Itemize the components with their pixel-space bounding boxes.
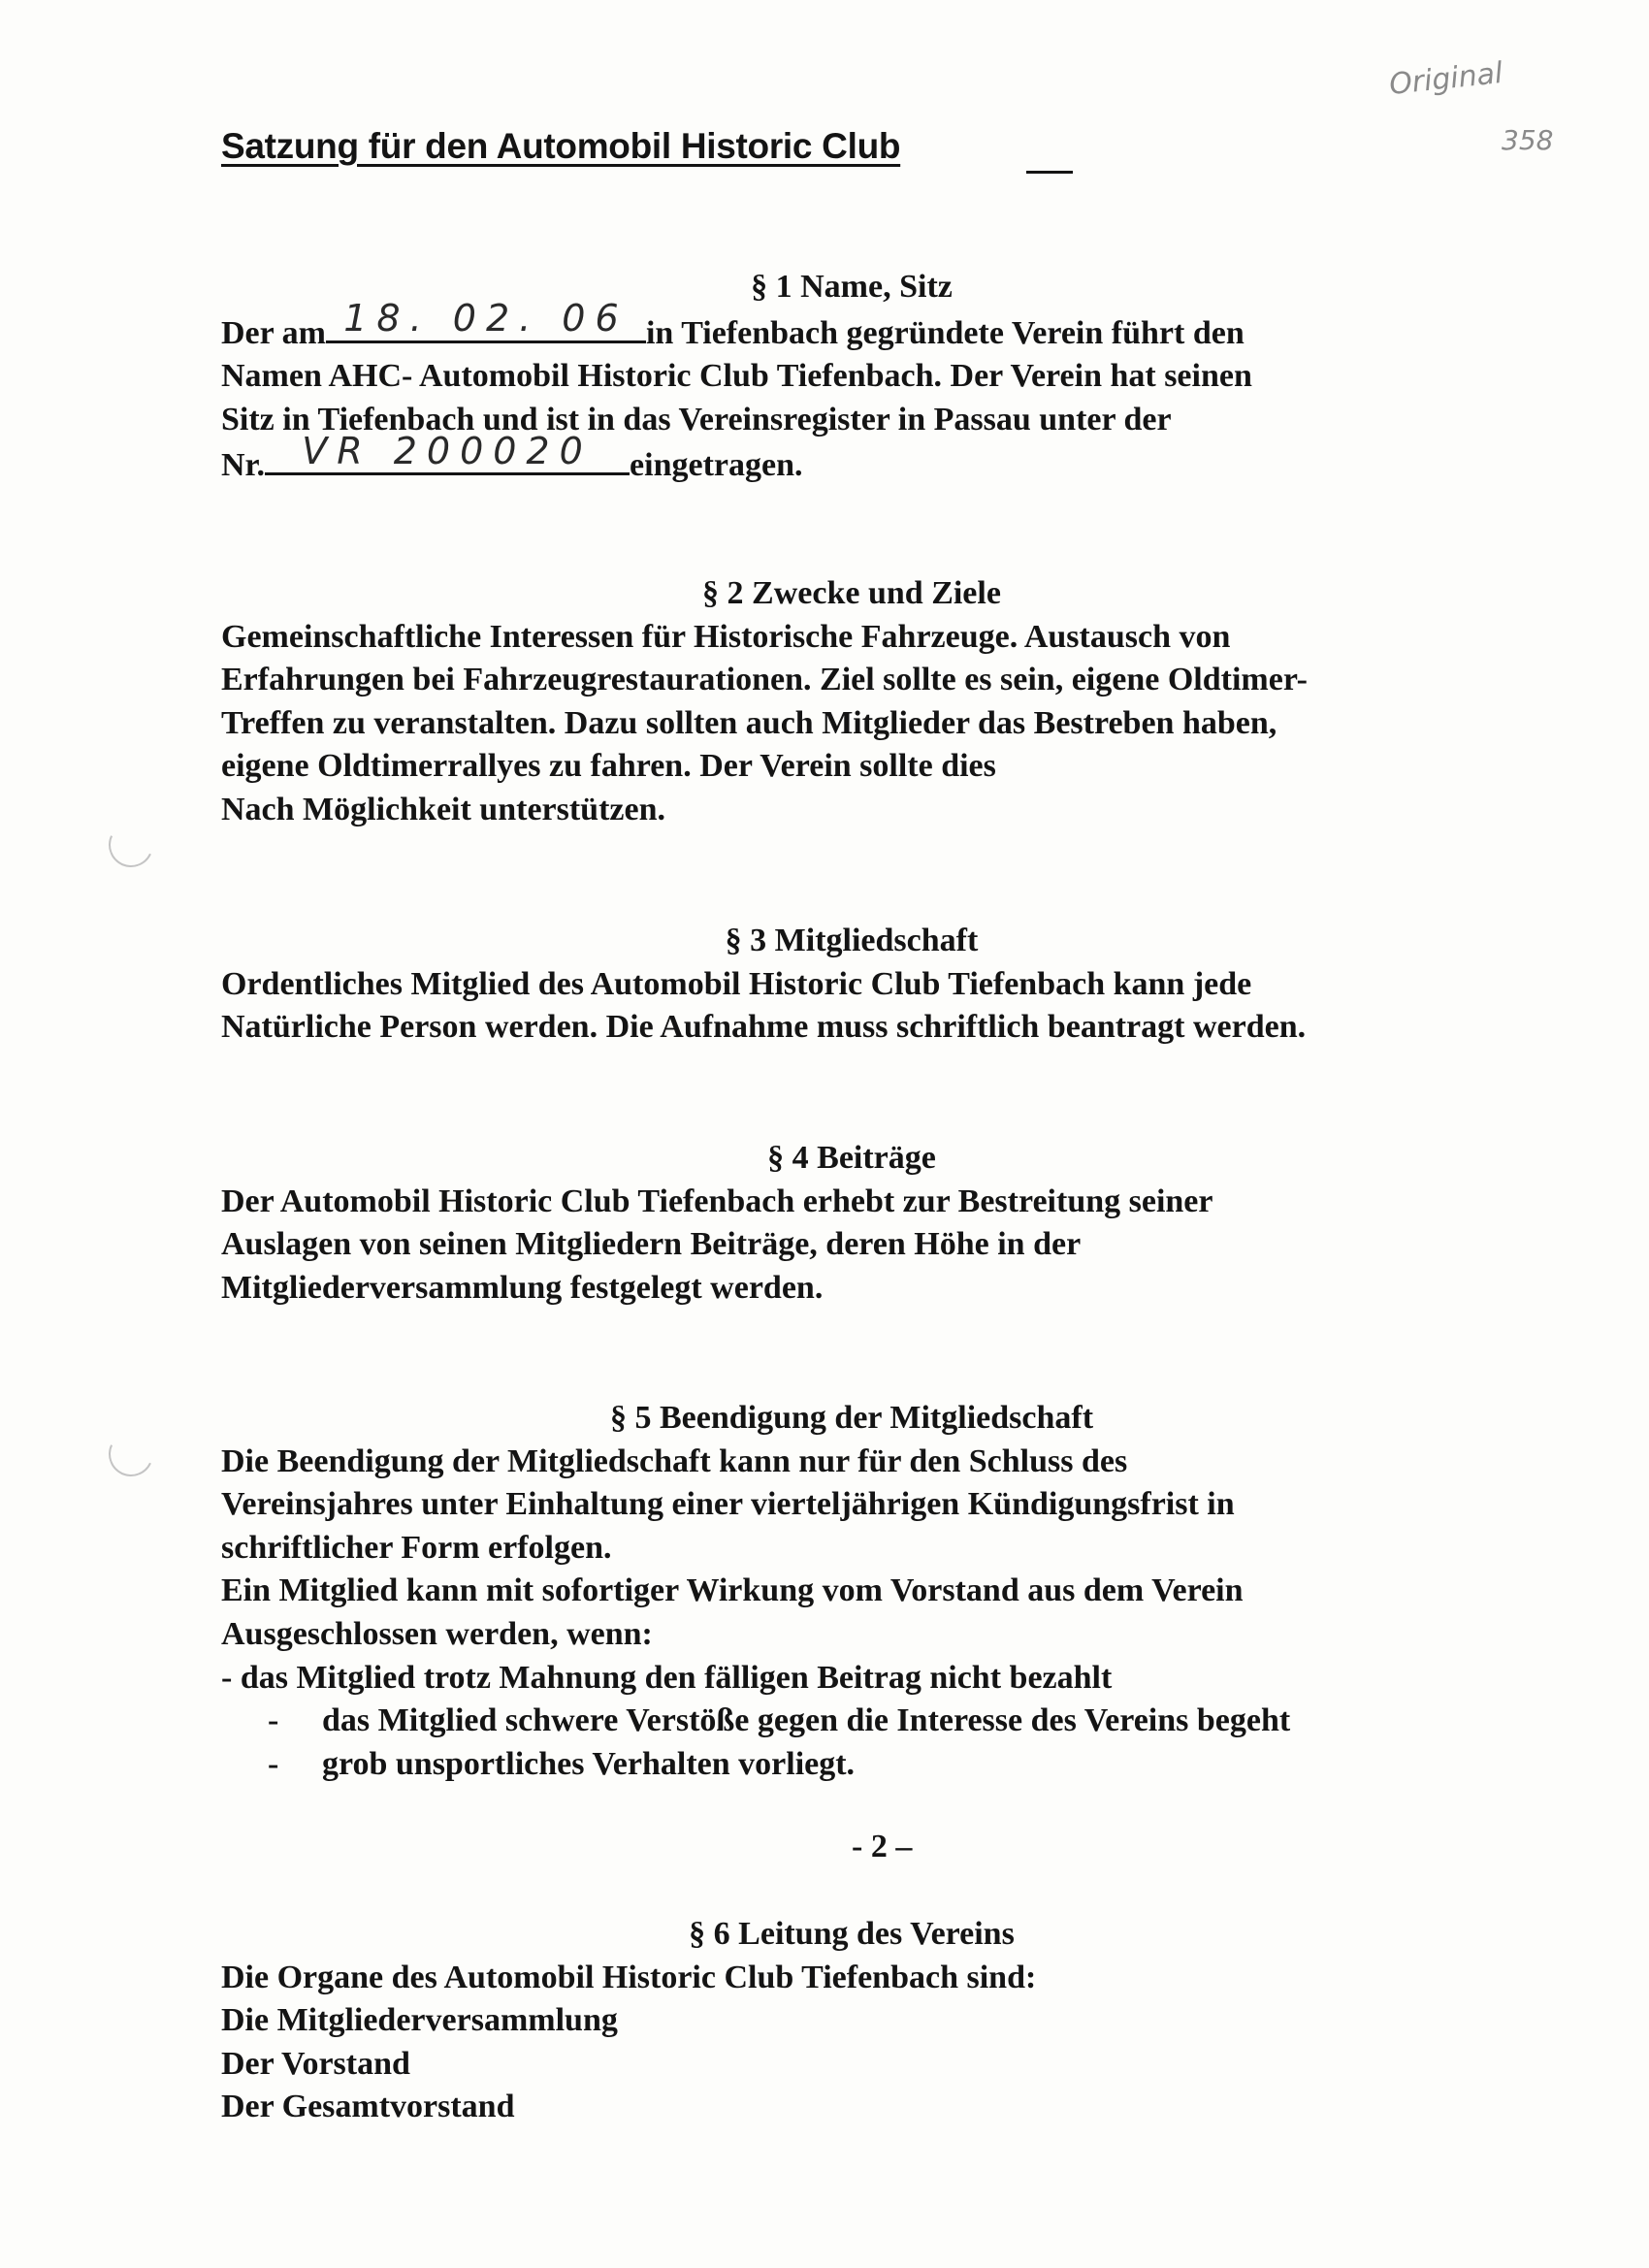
- list-item: - das Mitglied schwere Verstöße gegen die Interesse des Vereins begeht: [268, 1700, 1482, 1743]
- section-line: Der Gesamtvorstand: [221, 2089, 515, 2125]
- section-line: Die Mitgliederversammlung: [221, 2002, 618, 2039]
- section-line: Gemeinschaftliche Interessen für Historische Fahrzeuge. Austausch von: [221, 618, 1231, 655]
- section-line: - das Mitglied trotz Mahnung den fälligen Beitrag nicht bezahlt: [221, 1659, 1113, 1696]
- section-line: Nach Möglichkeit unterstützen.: [221, 791, 666, 827]
- date-fill-field: [326, 297, 646, 343]
- section-line: Die Organe des Automobil Historic Club Tiefenbach sind:: [221, 1959, 1037, 1995]
- margin-note: [1387, 56, 1504, 102]
- section-line: Der Automobil Historic Club Tiefenbach erhebt zur Bestreitung seiner: [221, 1183, 1213, 1219]
- list-item: - grob unsportliches Verhalten vorliegt.: [268, 1743, 1482, 1787]
- section-line: Erfahrungen bei Fahrzeugrestaurationen. Ziel sollte es sein, eigene Oldtimer-: [221, 662, 1308, 698]
- section-6: [221, 1913, 1482, 2129]
- section-heading: § 5 Beendigung der Mitgliedschaft: [609, 1400, 1094, 1436]
- margin-note-number: 358: [1502, 124, 1554, 156]
- section-line: Ordentliches Mitglied des Automobil Historic Club Tiefenbach kann jede: [221, 965, 1252, 1002]
- section-line: schriftlicher Form erfolgen.: [221, 1529, 612, 1566]
- section-line: Ausgeschlossen werden, wenn:: [221, 1615, 653, 1652]
- section-line: Ein Mitglied kann mit sofortiger Wirkung vom Vorstand aus dem Verein: [221, 1572, 1244, 1609]
- section-4: [221, 1137, 1482, 1310]
- punch-hole-mark: [103, 817, 160, 874]
- margin-note-line-1: Original: [1387, 55, 1504, 103]
- section-line: Namen AHC- Automobil Historic Club Tiefenbach. Der Verein hat seinen: [221, 358, 1252, 395]
- section-line: Mitgliederversammlung festgelegt werden.: [221, 1269, 824, 1306]
- handwritten-date: 18. 02. 06: [343, 297, 629, 340]
- section-line: Der am 18. 02. 06 in Tiefenbach gegründete Verein führt den: [221, 297, 1245, 351]
- section-5: [221, 1397, 1482, 1786]
- section-line: Sitz in Tiefenbach und ist in das Vereinsregister in Passau unter der: [221, 401, 1172, 437]
- section-3: [221, 920, 1482, 1050]
- section-line: Vereinsjahres unter Einhaltung einer vierteljährigen Kündigungsfrist in: [221, 1486, 1235, 1523]
- section-2: [221, 572, 1482, 832]
- exclusion-list: [221, 1700, 1482, 1786]
- section-heading: § 2 Zwecke und Ziele: [702, 575, 1001, 611]
- section-line: Natürliche Person werden. Die Aufnahme muss schriftlich beantragt werden.: [221, 1009, 1307, 1046]
- section-1: [221, 266, 1482, 488]
- section-line: Die Beendigung der Mitgliedschaft kann nur für den Schluss des: [221, 1442, 1128, 1479]
- section-line: Der Vorstand: [221, 2045, 410, 2082]
- punch-hole-mark: [103, 1426, 160, 1483]
- handwritten-register-number: VR 200020: [302, 429, 593, 472]
- section-heading: § 4 Beiträge: [767, 1140, 936, 1176]
- section-heading: § 1 Name, Sitz: [751, 269, 953, 305]
- section-heading: § 6 Leitung des Vereins: [689, 1916, 1015, 1952]
- page-number: - 2 –: [852, 1829, 913, 1864]
- section-line: Auslagen von seinen Mitgliedern Beiträge, deren Höhe in der: [221, 1226, 1082, 1263]
- section-line: Treffen zu veranstalten. Dazu sollten auch Mitglieder das Bestreben haben,: [221, 704, 1277, 741]
- section-line: Nr. VR 200020 eingetragen.: [221, 429, 803, 484]
- section-line: eigene Oldtimerrallyes zu fahren. Der Verein sollte dies: [221, 748, 996, 785]
- section-heading: § 3 Mitgliedschaft: [725, 923, 979, 958]
- document-title: Satzung für den Automobil Historic Club: [221, 126, 901, 166]
- title-underline-tail: [1026, 171, 1073, 174]
